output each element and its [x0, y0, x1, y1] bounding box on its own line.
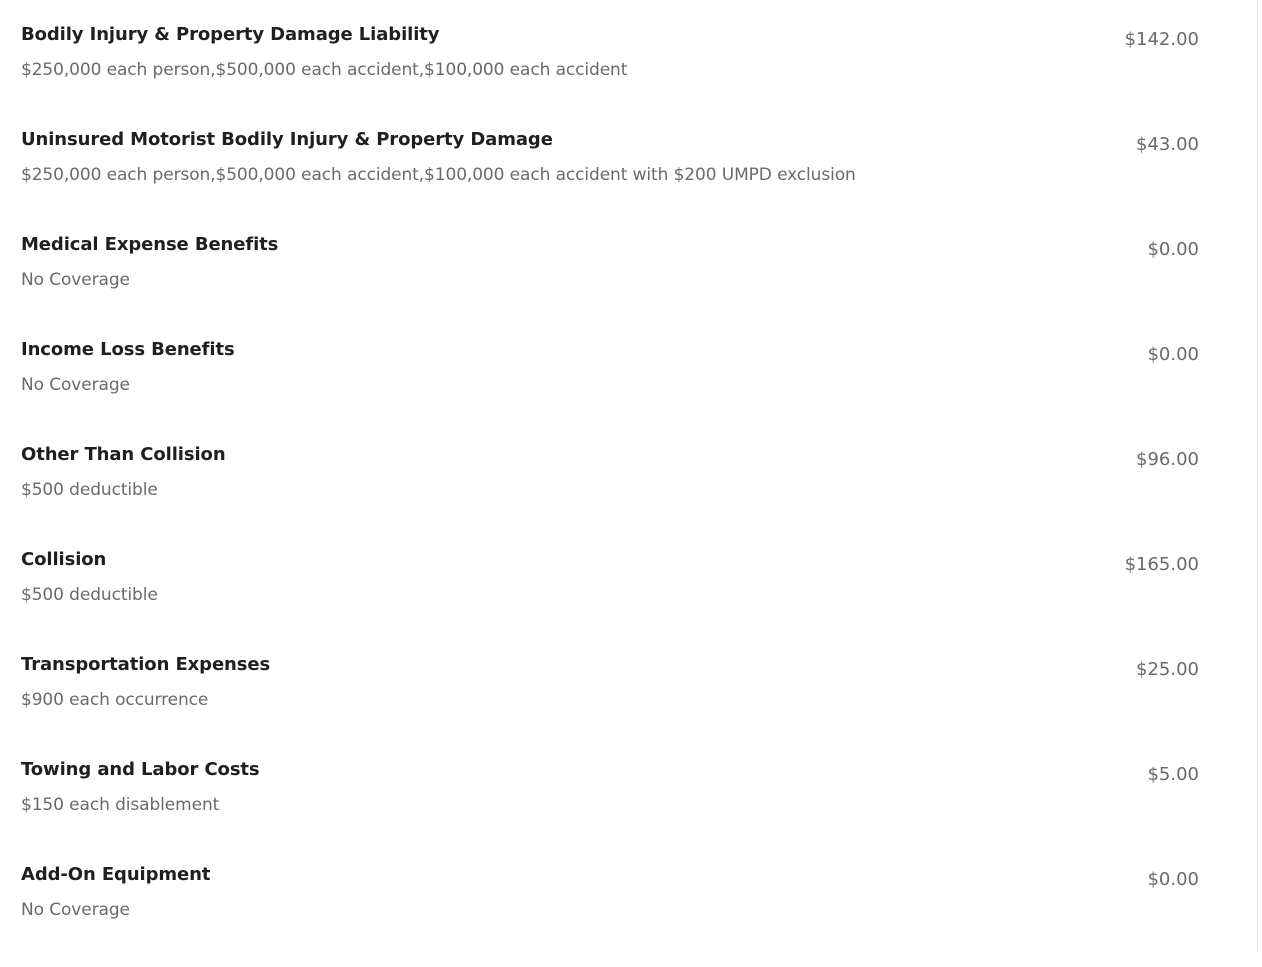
- coverage-price: $0.00: [1147, 869, 1199, 890]
- coverage-detail: $900 each occurrence: [21, 690, 209, 710]
- coverage-detail: No Coverage: [21, 900, 130, 920]
- coverage-detail: $150 each disablement: [21, 795, 220, 815]
- coverage-detail: $500 deductible: [21, 585, 158, 605]
- coverage-price: $5.00: [1147, 764, 1199, 785]
- coverage-detail: $250,000 each person,$500,000 each accident,$100,000 each accident with $200 UMPD exclusion: [21, 165, 856, 185]
- coverage-price: $96.00: [1136, 449, 1199, 470]
- coverage-price: $43.00: [1136, 134, 1199, 155]
- coverage-detail: No Coverage: [21, 375, 130, 395]
- coverage-detail: $500 deductible: [21, 480, 158, 500]
- coverage-price: $25.00: [1136, 659, 1199, 680]
- coverage-price: $142.00: [1124, 29, 1199, 50]
- coverage-detail: $250,000 each person,$500,000 each accident,$100,000 each accident: [21, 60, 628, 80]
- coverage-name: Uninsured Motorist Bodily Injury & Property Damage: [21, 129, 553, 150]
- coverage-name: Transportation Expenses: [21, 654, 271, 675]
- coverage-row-collision: [21, 547, 1199, 652]
- coverage-row-towing: [21, 757, 1199, 862]
- coverage-name: Add-On Equipment: [21, 864, 211, 885]
- coverage-row-add-on-equipment: [21, 862, 1199, 967]
- coverage-price: $0.00: [1147, 344, 1199, 365]
- coverage-list: [21, 22, 1199, 967]
- coverage-name: Bodily Injury & Property Damage Liability: [21, 24, 440, 45]
- coverage-price: $165.00: [1124, 554, 1199, 575]
- coverage-name: Other Than Collision: [21, 444, 226, 465]
- coverage-name: Towing and Labor Costs: [21, 759, 260, 780]
- coverage-row-income-loss: [21, 337, 1199, 442]
- coverage-detail: No Coverage: [21, 270, 130, 290]
- coverage-price: $0.00: [1147, 239, 1199, 260]
- coverage-row-other-than-collision: [21, 442, 1199, 547]
- coverage-name: Income Loss Benefits: [21, 339, 235, 360]
- coverage-row-bodily-injury: [21, 22, 1199, 127]
- coverage-row-transportation: [21, 652, 1199, 757]
- coverage-name: Collision: [21, 549, 107, 570]
- coverage-row-uninsured-motorist: [21, 127, 1199, 232]
- coverage-row-medical-expense: [21, 232, 1199, 337]
- coverage-name: Medical Expense Benefits: [21, 234, 279, 255]
